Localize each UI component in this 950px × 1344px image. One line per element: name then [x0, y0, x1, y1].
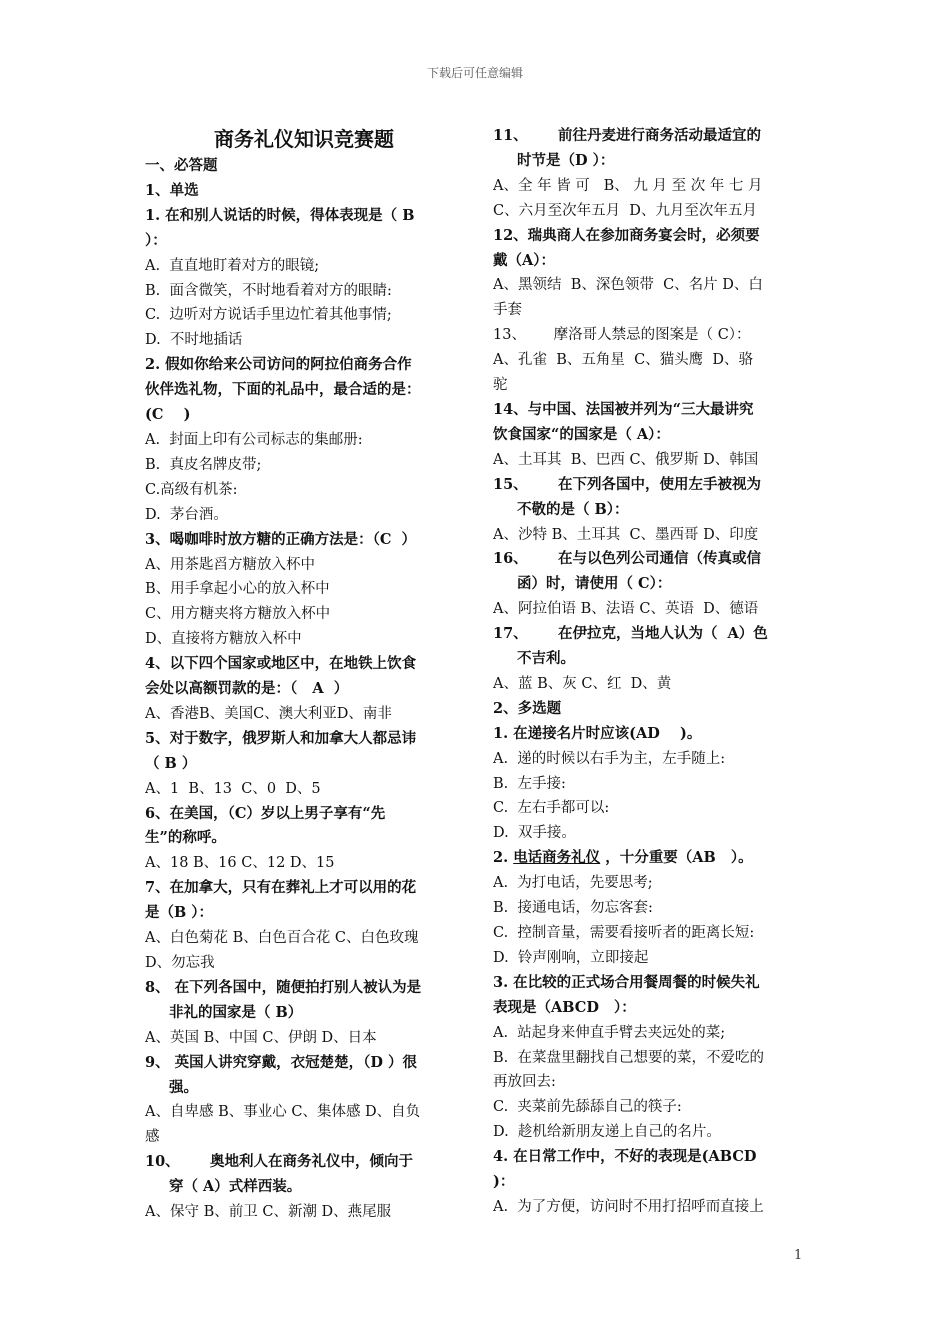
text-line: D. 铃声刚响，立即接起 — [493, 949, 649, 966]
text-line: 9、 英国人讲究穿戴，衣冠楚楚，（D ）很 — [145, 1053, 418, 1071]
text-line: 函）时，请使用（ C）： — [517, 575, 672, 593]
text-line: 4、以下四个国家或地区中，在地铁上饮食 — [145, 655, 417, 673]
text-line: 13、 摩洛哥人禁忌的图案是（ C）： — [493, 327, 751, 344]
text-line: A. 封面上印有公司标志的集邮册: — [145, 431, 363, 448]
text-line: 饮食国家“的国家是（ A）： — [493, 425, 670, 443]
text-line: B. 真皮名牌皮带; — [145, 456, 262, 473]
text-line: B、用手拿起小心的放入杯中 — [145, 581, 330, 598]
text-line: 1、单选 — [145, 181, 199, 199]
text-line: A、白色菊花 B、白色百合花 C、白色玫瑰 — [145, 930, 419, 947]
text-line: D. 茅台酒。 — [145, 506, 228, 523]
text-line: 表现是（ABCD ）： — [493, 998, 636, 1016]
text-line: 一、必答题 — [145, 157, 218, 174]
text-line: A、土耳其 B、巴西 C、俄罗斯 D、韩国 — [493, 451, 759, 468]
text-line: A. 为了方便，访问时不用打招呼而直接上 — [493, 1198, 764, 1215]
text-line: C、六月至次年五月 D、九月至次年五月 — [493, 202, 757, 219]
text-line: 感 — [145, 1129, 160, 1146]
text-line: A、1 B、13 C、0 D、5 — [145, 780, 321, 797]
text-line: 会处以高额罚款的是：（ A ） — [145, 680, 349, 698]
text-line: 强。 — [169, 1078, 198, 1096]
text-line: C. 边听对方说话手里边忙着其他事情; — [145, 307, 392, 324]
text-line: D. 不时地插话 — [145, 332, 243, 349]
text-line: 14、与中国、法国被并列为“三大最讲究 — [493, 400, 754, 418]
page-header: 下载后可任意编辑 — [426, 66, 523, 80]
text-line: A. 递的时候以右手为主，左手随上: — [493, 750, 726, 767]
text-line: 伙伴选礼物，下面的礼品中，最合适的是： — [145, 381, 421, 399]
text-line: A、保守 B、前卫 C、新潮 D、燕尾服 — [145, 1204, 392, 1221]
text-line: C. 夹菜前先舔舔自己的筷子: — [493, 1099, 682, 1116]
text-line: C.高级有机茶: — [145, 481, 238, 498]
text-line: 6、在美国，（C）岁以上男子享有“先 — [145, 804, 386, 822]
text-line: B. 在菜盘里翻找自己想要的菜，不爱吃的 — [493, 1049, 764, 1066]
text-line: C. 左右手都可以: — [493, 800, 610, 817]
text-line: 1. 在和别人说话的时候，得体表现是（ B — [145, 206, 415, 224]
text-line: 15、 在下列各国中，使用左手被视为 — [493, 475, 761, 493]
text-line: 16、 在与以色列公司通信（传真或信 — [493, 550, 761, 568]
text-line: 再放回去: — [493, 1074, 556, 1091]
text-line: 2. 假如你给来公司访问的阿拉伯商务合作 — [145, 356, 412, 374]
text-line: 17、 在伊拉克，当地人认为（ A）色 — [493, 625, 768, 643]
text-line: )： — [493, 1173, 515, 1191]
text-line: 手套 — [493, 302, 522, 319]
text-line: B. 左手接: — [493, 775, 566, 792]
text-line: A. 直直地盯着对方的眼镜; — [145, 257, 320, 274]
text-line: 5、对于数字，俄罗斯人和加拿大人都忌讳 — [145, 729, 417, 747]
text-line: D、勿忘我 — [145, 955, 215, 971]
text-line: A、英国 B、中国 C、伊朗 D、日本 — [145, 1029, 377, 1046]
right-question-list — [493, 124, 811, 1220]
text-line: 4. 在日常工作中，不好的表现是(ABCD — [493, 1148, 757, 1166]
text-line: A、阿拉伯语 B、法语 C、英语 D、德语 — [493, 601, 759, 618]
text-line: 2. 电话商务礼仪 ，十分重要（AB ）。 — [493, 849, 753, 867]
text-line: 3. 在比较的正式场合用餐周餐的时候失礼 — [493, 973, 760, 991]
text-line: 1. 在递接名片时应该(AD )。 — [493, 724, 702, 742]
text-line: D. 趁机给新朋友递上自己的名片。 — [493, 1124, 721, 1141]
text-line: 8、 在下列各国中，随便拍打别人被认为是 — [145, 978, 422, 996]
text-line: B. 接通电话，勿忘客套: — [493, 900, 653, 917]
text-line: A、沙特 B、土耳其 C、墨西哥 D、印度 — [493, 526, 759, 543]
text-line: B. 面含微笑，不时地看着对方的眼睛: — [145, 282, 392, 299]
text-line: 2、多选题 — [493, 699, 562, 717]
text-line: D、直接将方糖放入杯中 — [145, 631, 302, 648]
text-line: A. 站起身来伸直手臂去夹远处的菜; — [493, 1024, 726, 1041]
text-line: 非礼的国家是（ B） — [169, 1003, 303, 1021]
page-number: 1 — [794, 1248, 803, 1263]
right-column — [493, 124, 811, 1220]
document-title: 商务礼仪知识竞赛题 — [214, 127, 394, 151]
text-line: 时节是（D ）： — [517, 151, 615, 169]
text-line: 不敬的是（ B）： — [517, 500, 629, 518]
text-line: C、用方糖夹将方糖放入杯中 — [145, 606, 331, 623]
text-line: 不吉利。 — [517, 650, 575, 668]
text-line: （ B ） — [145, 754, 197, 772]
text-line: A、黑领结 B、深色领带 C、名片 D、白 — [493, 277, 763, 294]
text-line: A、自卑感 B、事业心 C、集体感 D、自负 — [145, 1104, 421, 1121]
text-line: A、用茶匙舀方糖放入杯中 — [145, 556, 315, 573]
left-question-list — [145, 154, 463, 1225]
text-line: (C ) — [145, 406, 191, 424]
text-line: 10、 奥地利人在商务礼仪中，倾向于 — [145, 1153, 413, 1171]
underlined-term: 电话商务礼仪 — [513, 849, 601, 867]
text-line: C. 控制音量，需要看接听者的距离长短: — [493, 925, 755, 941]
text-line: 戴（A）： — [493, 251, 555, 269]
text-line: A、孔雀 B、五角星 C、猫头鹰 D、骆 — [493, 352, 754, 369]
text-line: A、18 B、16 C、12 D、15 — [145, 855, 335, 872]
text-line: 驼 — [493, 377, 508, 394]
text-line: 7、在加拿大，只有在葬礼上才可以用的花 — [145, 879, 417, 897]
text-line: D. 双手接。 — [493, 825, 576, 842]
text-line: A. 为打电话，先要思考; — [493, 875, 653, 892]
text-line: A、蓝 B、灰 C、红 D、黄 — [493, 675, 672, 692]
text-line: A、全 年 皆 可 B、 九 月 至 次 年 七 月 — [493, 177, 763, 194]
text-line: A、香港B、美国C、澳大利亚D、南非 — [145, 705, 392, 722]
text-line: ）： — [145, 231, 167, 249]
text-line: 是（B ）： — [145, 904, 214, 922]
text-line: 12、瑞典商人在参加商务宴会时，必须要 — [493, 226, 760, 244]
text-line: 穿（ A）式样西装。 — [169, 1178, 302, 1196]
text-line: 生”的称呼。 — [145, 829, 226, 847]
text-line: 11、 前往丹麦进行商务活动最适宜的 — [493, 127, 761, 144]
left-column — [145, 124, 463, 1225]
text-line: 3、喝咖啡时放方糖的正确方法是：（C ） — [145, 530, 416, 548]
